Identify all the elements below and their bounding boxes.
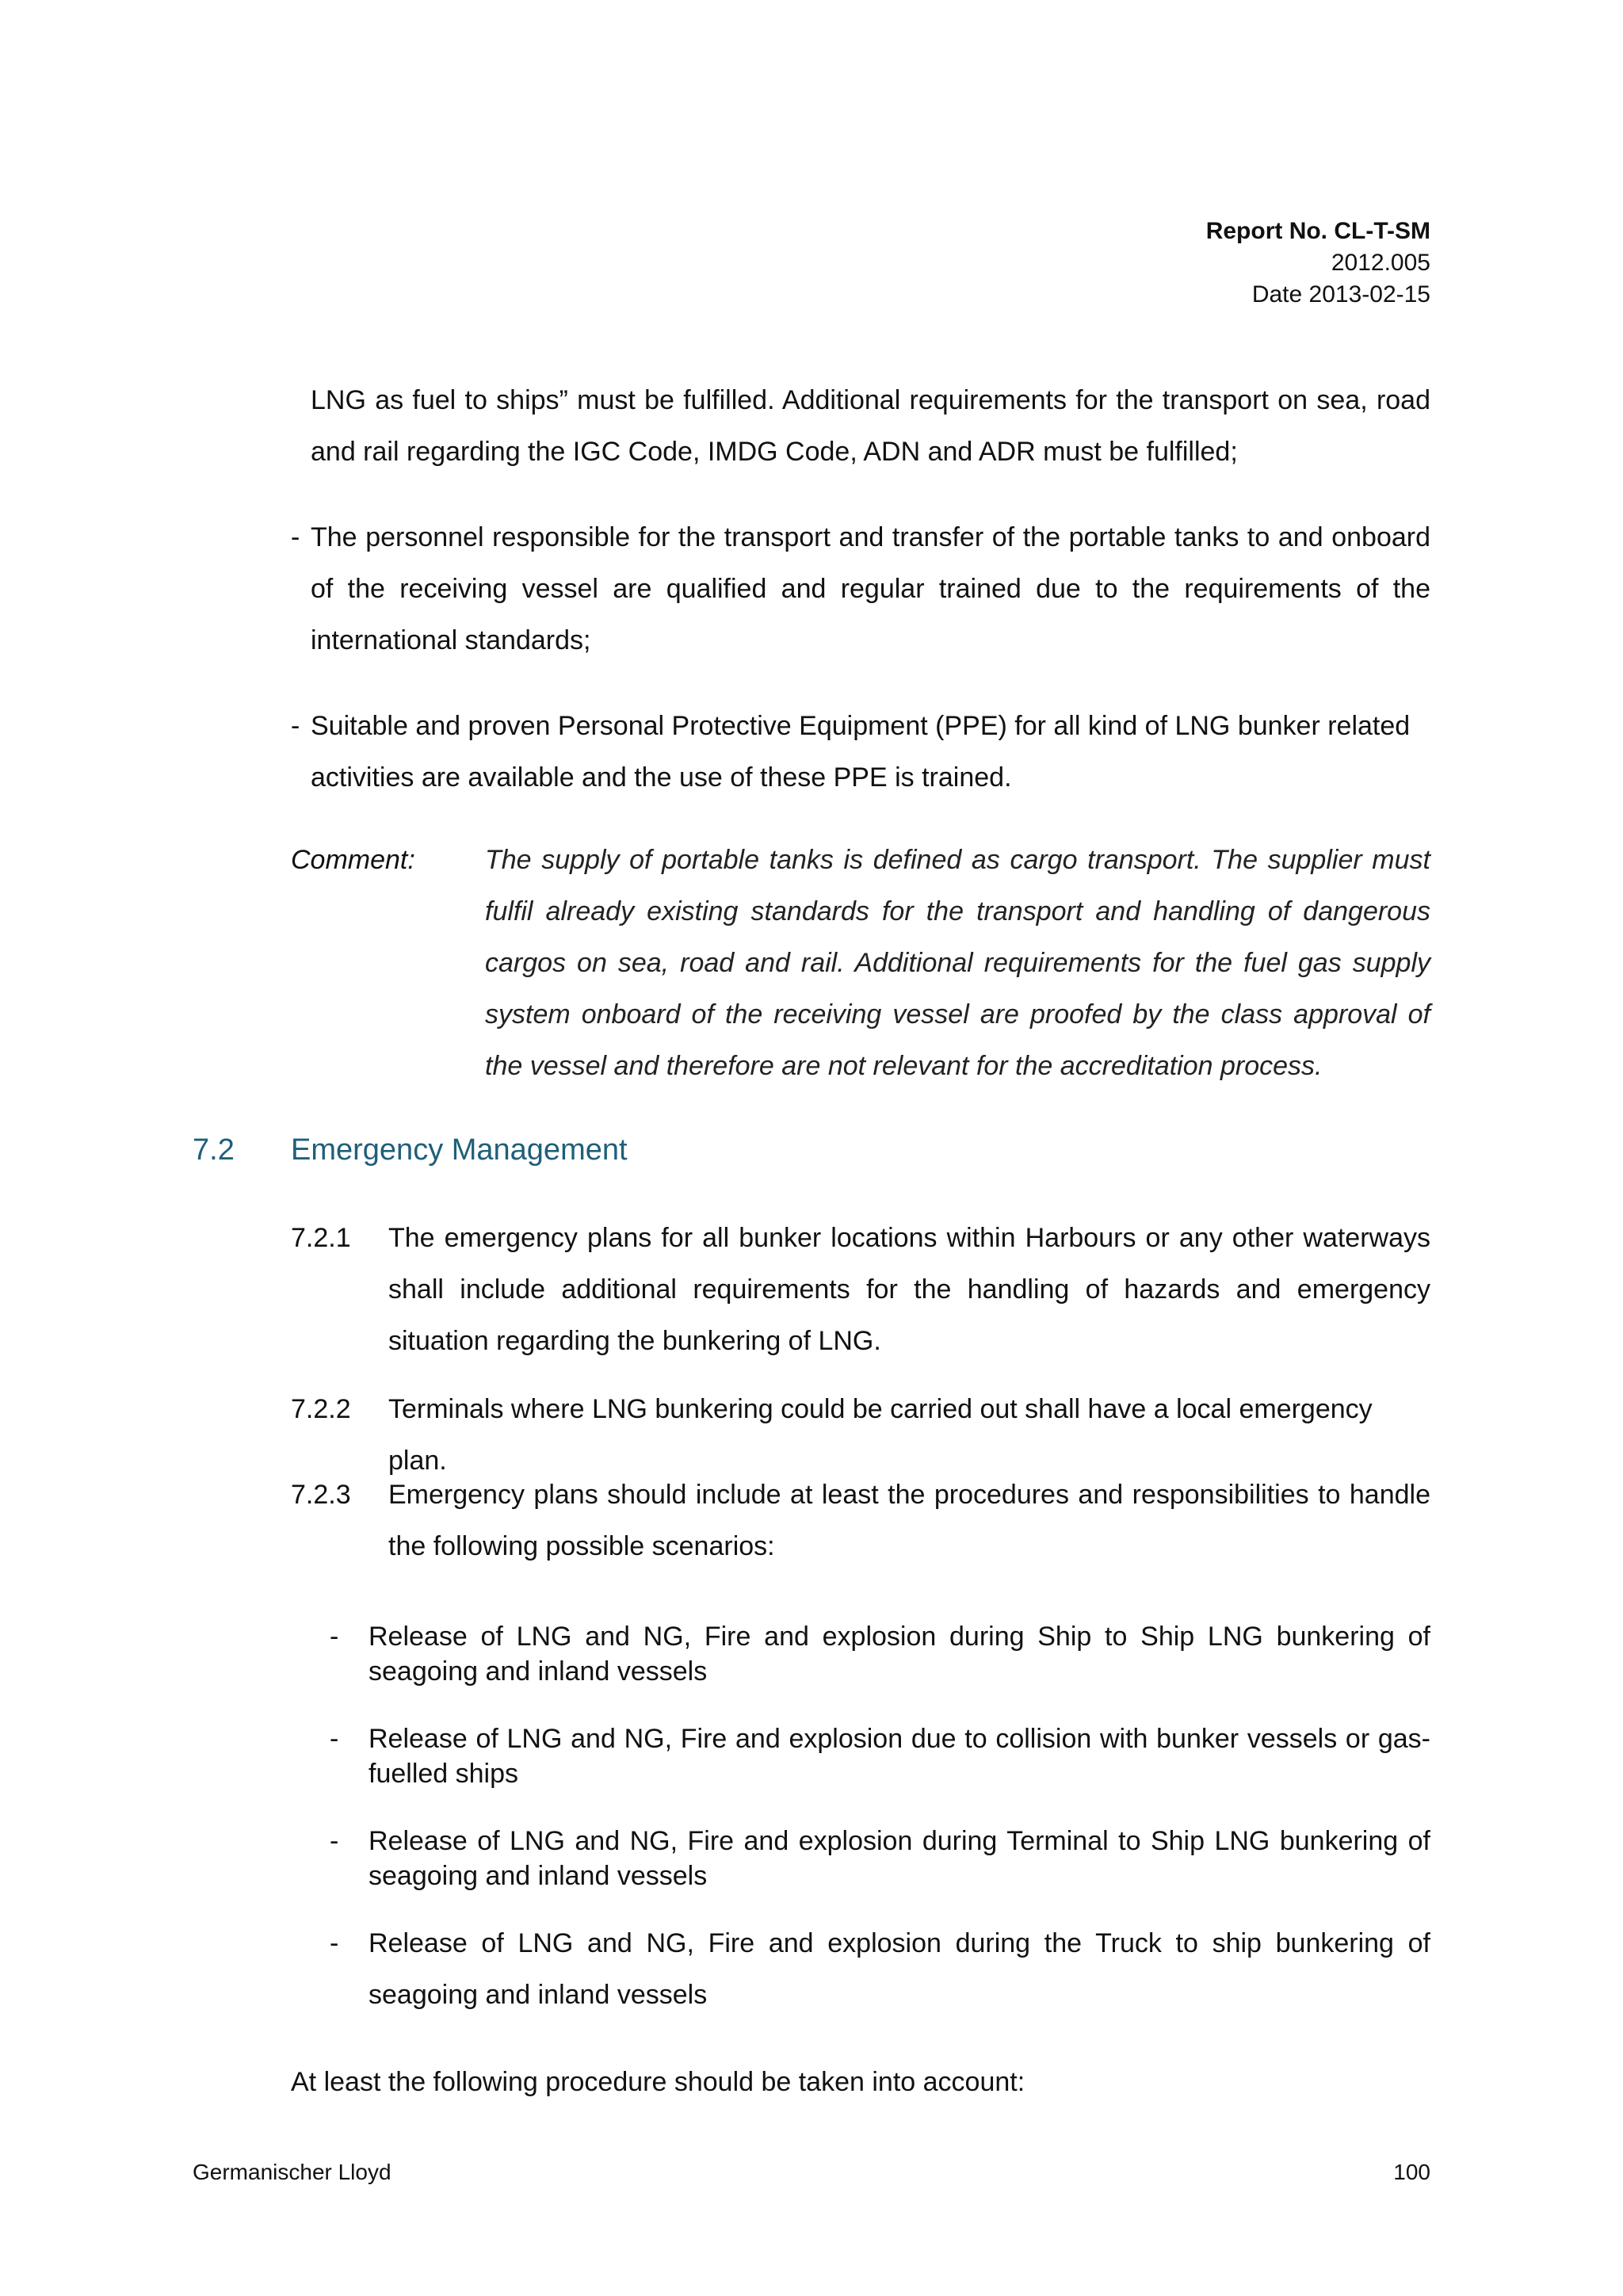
section-title: Emergency Management (291, 1133, 628, 1167)
bullet-text: The personnel responsible for the transport and transfer of the portable tanks to and onboard of the receiving vessel are qualified and regular trained due to the requirements of the international standards; (311, 522, 1430, 655)
report-date: Date 2013-02-15 (1251, 281, 1430, 308)
subsection-number: 7.2.2 (291, 1394, 351, 1424)
report-number: Report No. CL-T-SM (1205, 218, 1430, 244)
subsection-number: 7.2.3 (291, 1480, 351, 1510)
footer-company: Germanischer Lloyd (193, 2160, 391, 2184)
scenario-dash: - (330, 1622, 339, 1652)
page-number: 100 (1393, 2160, 1430, 2184)
comment-text: The supply of portable tanks is defined as cargo transport. The supplier must fulfil already existing standards for the transport and handling of dangerous cargos on sea, road and rail. Additional requirements for the fuel gas supply system onboard of the receiving vessel are proofed by the class approval of the vessel and therefore are not relevant for the accreditation process. (485, 845, 1430, 1081)
scenario-dash: - (330, 1724, 339, 1754)
subsection-text: The emergency plans for all bunker locations within Harbours or any other waterways shall include additional requirements for the handling of hazards and emergency situation regarding the bunkering of LNG. (388, 1223, 1430, 1356)
subsection-text: Terminals where LNG bunkering could be carried out shall have a local emergency plan. (388, 1394, 1373, 1476)
bullet-dash: - (291, 522, 300, 552)
comment-label: Comment: (291, 845, 415, 875)
scenario-text: Release of LNG and NG, Fire and explosion during the Truck to ship bunkering of seagoing and inland vessels (369, 1928, 1430, 2010)
bullet-text: Suitable and proven Personal Protective Equipment (PPE) for all kind of LNG bunker related activities are available and the use of these PPE is trained. (311, 711, 1411, 793)
scenario-dash: - (330, 1826, 339, 1856)
bullet-dash: - (291, 711, 300, 741)
scenario-text: Release of LNG and NG, Fire and explosion during Ship to Ship LNG bunkering of seagoing and inland vessels (369, 1622, 1430, 1687)
report-header (1206, 216, 1430, 311)
subsection-number: 7.2.1 (291, 1223, 351, 1253)
report-id: 2012.005 (1331, 250, 1430, 276)
scenario-text: Release of LNG and NG, Fire and explosion during Terminal to Ship LNG bunkering of seagoing and inland vessels (369, 1826, 1430, 1891)
subsection-text: Emergency plans should include at least the procedures and responsibilities to handle the following possible scenarios: (388, 1480, 1430, 1561)
scenario-text: Release of LNG and NG, Fire and explosion due to collision with bunker vessels or gas-fuelled ships (369, 1724, 1430, 1789)
continuation-paragraph: LNG as fuel to ships” must be fulfilled. Additional requirements for the transport on sea, road and rail regarding the IGC Code, IMDG Code, ADN and ADR must be fulfilled; (311, 385, 1430, 467)
scenario-dash: - (330, 1928, 339, 1958)
section-number: 7.2 (193, 1133, 235, 1167)
closing-paragraph: At least the following procedure should be taken into account: (291, 2067, 1025, 2097)
